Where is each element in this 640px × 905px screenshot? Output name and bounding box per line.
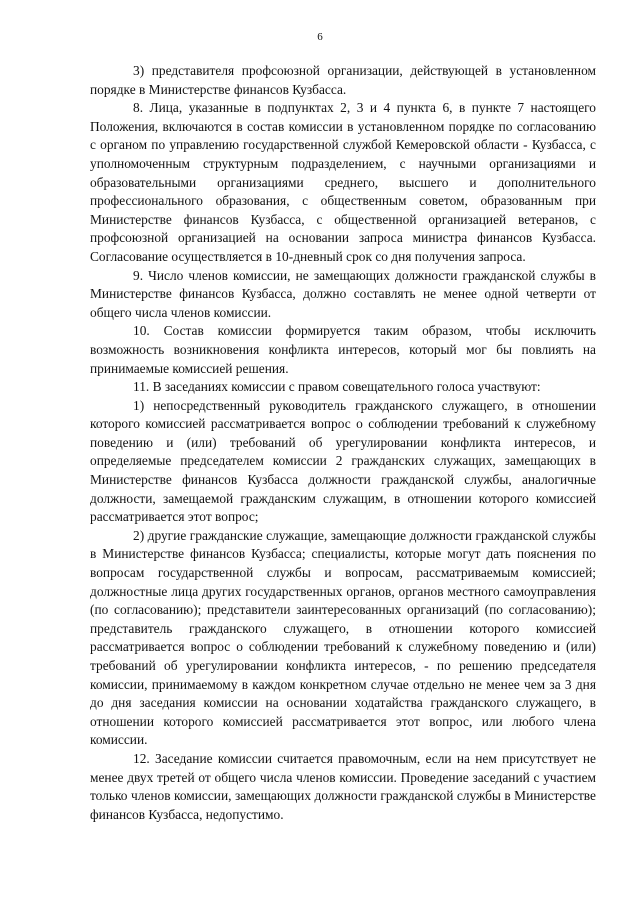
paragraph-9-non-civil-members-share: 9. Число членов комиссии, не замещающих должности гражданской службы в Министерстве финансов Кузбасса, должно составлять не менее одной четверти от общего числа членов комиссии. [90,267,596,320]
paragraph-8-commission-composition-approval: 8. Лица, указанные в подпунктах 2, 3 и 4 пункта 6, в пункте 7 настоящего Положения, включаются в состав комиссии в установленном порядке по согласованию с органом по управлению государственной службой Кемеровской области - Кузбасса, с уполномоченным структурным подразделением, с научными организациями и образовательными организациями среднего, высшего и дополнительного профессионального образования, с общественным советом, образованным при Министерстве финансов Кузбасса, с общественной организацией ветеранов, с профсоюзной организацией на основании запроса министра финансов Кузбасса. Согласование осуществляется в 10-дневный срок со дня получения запроса. [90,100,596,264]
paragraph-11-subitem-1-supervisor: 1) непосредственный руководитель гражданского служащего, в отношении которого комиссией рассматривается вопрос о соблюдении требований к служебному поведению и (или) требований об урегулировании конфликта интересов, и определяемые председателем комиссии 2 гражданских служащих, замещающих в Министерстве финансов Кузбасса должности гражданской службы, аналогичные должности, замещаемой гражданским служащим, в отношении которого комиссией рассматривается этот вопрос; [90,397,596,525]
page-number: 6 [317,31,323,43]
paragraph-10-conflict-of-interest: 10. Состав комиссии формируется таким образом, чтобы исключить возможность возникновения конфликта интересов, который мог бы повлиять на принимаемые комиссией решения. [90,323,596,376]
document-body [90,62,596,824]
paragraph-12-quorum: 12. Заседание комиссии считается правомочным, если на нем присутствует не менее двух третей от общего числа членов комиссии. Проведение заседаний с участием только членов комиссии, замещающих должности гражданской службы в Министерстве финансов Кузбасса, недопустимо. [90,750,596,822]
paragraph-11-advisory-participants: 11. В заседаниях комиссии с правом совещательного голоса участвуют: [133,379,541,395]
paragraph-item-3-trade-union: 3) представителя профсоюзной организации, действующей в установленном порядке в Министерстве финансов Кузбасса. [90,63,596,97]
paragraph-11-subitem-2-other-participants: 2) другие гражданские служащие, замещающие должности гражданской службы в Министерстве финансов Кузбасса; специалисты, которые могут дать пояснения по вопросам государственной службы и вопросам, рассматриваемым комиссией; должностные лица других государственных органов, органов местного самоуправления (по согласованию); представители заинтересованных организаций (по согласованию); представитель гражданского служащего, в отношении которого комиссией рассматривается вопрос о соблюдении требований к служебному поведению и (или) требований об урегулировании конфликта интересов, - по решению председателя комиссии, принимаемому в каждом конкретном случае отдельно не менее чем за 3 дня до дня заседания комиссии на основании ходатайства гражданского служащего, в отношении которого комиссией рассматривается этот вопрос, или любого члена комиссии. [90,527,596,748]
